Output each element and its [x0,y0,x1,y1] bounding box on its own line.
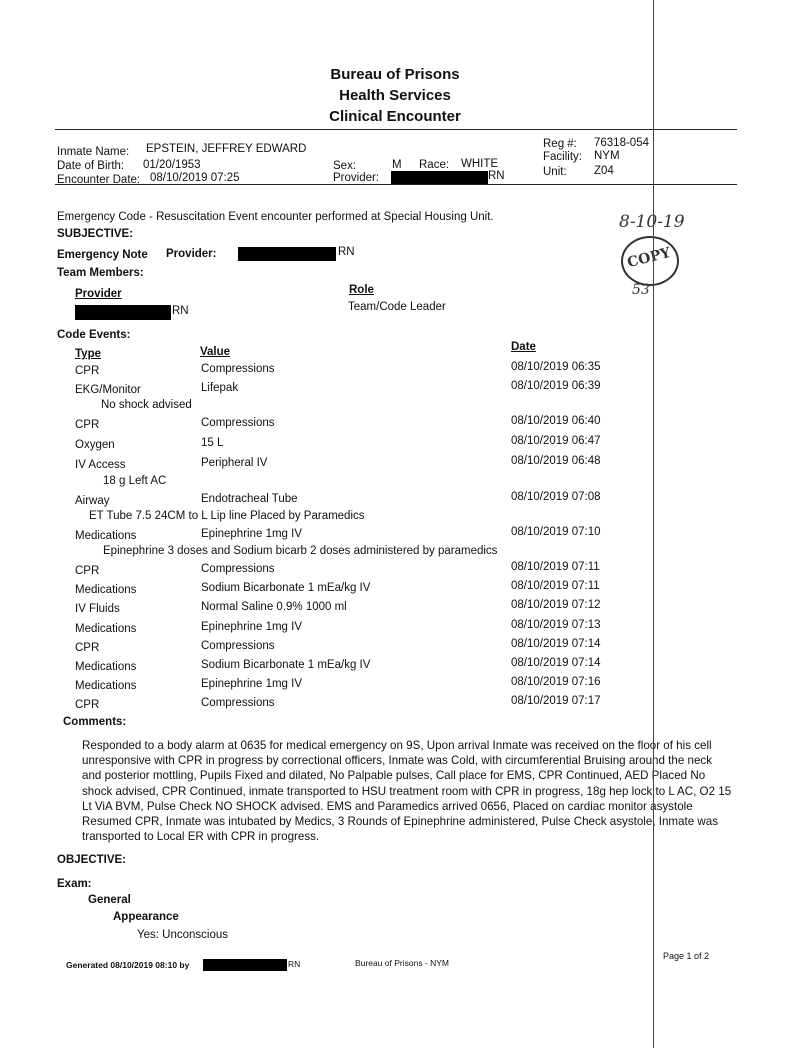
header-rule-top [55,129,737,130]
reg-label: Reg #: [543,138,577,150]
race: WHITE [461,158,499,170]
event-date: 08/10/2019 06:35 [511,361,601,373]
type-column-header: Type [75,348,101,360]
race-label: Race: [419,159,450,171]
footer-center: Bureau of Prisons - NYM [355,958,450,968]
inmate-name-label: Inmate Name: [57,146,130,158]
encounter-date: 08/10/2019 07:25 [150,172,240,184]
general-heading: General [88,894,131,906]
code-events-heading: Code Events: [57,329,131,341]
event-value: Compressions [201,697,275,710]
event-value: Compressions [201,639,275,652]
redaction-box [238,247,336,261]
event-value: 15 L [201,437,224,450]
event-date: 08/10/2019 07:11 [511,580,600,593]
event-date: 08/10/2019 07:16 [511,676,601,689]
event-value: Epinephrine 1mg IV [201,620,303,633]
event-date: 08/10/2019 06:40 [511,415,601,428]
redaction-box [203,959,287,971]
emergency-provider-suffix: RN [338,246,355,258]
title-line-2: Health Services [339,87,451,104]
event-note: Epinephrine 3 doses and Sodium bicarb 2 doses administered by paramedics [103,545,498,557]
comments-text: Responded to a body alarm at 0635 for medical emergency on 9S, Upon arrival Inmate was received on the floor of his cell unresponsive with CPR in progress by correctional officers, Inmate was Cold, with circumferential Bruising around the neck and posterior mottling, Pupils Fixed and dilated, No Palpable pulses, Call place for EMS, CPR Continued, AED Placed No shock advised, CPR Continued, inmate transported to HSU treatment room with CPR in progress, 18g hep lock to L AC, O2 15 Lt ViA BVM, Pulse Check NO SHOCK advised. EMS and Paramedics arrived 0656, Placed on cardiac monitor asystole Resumed CPR, Inmate was intubated by Medics, 3 Rounds of Epinephrine administered, Pulse Check asystole, Inmate was transported to Local ER with CPR in progress. [82,739,732,844]
event-note: 18 g Left AC [103,474,167,487]
event-date: 08/10/2019 06:48 [511,454,601,467]
event-value: Sodium Bicarbonate 1 mEa/kg IV [201,582,371,595]
event-value: Epinephrine 1mg IV [201,678,303,691]
title-line-1: Bureau of Prisons [330,66,460,83]
event-type: CPR [75,641,100,654]
event-value: Normal Saline 0.9% 1000 ml [201,601,347,614]
event-date: 08/10/2019 07:13 [511,618,601,631]
event-type: Oxygen [75,439,115,452]
summary-line: Emergency Code - Resuscitation Event encounter performed at Special Housing Unit. [57,211,494,223]
title-line-3: Clinical Encounter [329,108,461,125]
team-member-suffix: RN [172,305,189,317]
emergency-note-label: Emergency Note [57,249,148,261]
sex: M [392,159,402,171]
footer-generated-suffix: RN [288,959,301,969]
event-note: ET Tube 7.5 24CM to L Lip line Placed by Paramedics [89,509,365,522]
inmate-name: EPSTEIN, JEFFREY EDWARD [146,143,307,155]
event-type: IV Access [75,458,126,471]
event-type: CPR [75,419,100,432]
event-type: CPR [75,699,100,712]
page-number: Page 1 of 2 [663,951,710,961]
event-value: Endotracheal Tube [201,492,298,505]
event-value: Peripheral IV [201,456,268,469]
header-rule-bottom [55,184,737,185]
redaction-box [75,305,171,320]
event-type: IV Fluids [75,603,120,616]
scan-line [653,0,654,1048]
team-members-heading: Team Members: [57,267,144,279]
handwritten-initials: 53 [632,282,650,298]
event-note: No shock advised [101,399,192,412]
footer-generated: Generated 08/10/2019 08:10 by [66,960,190,970]
team-role-header: Role [349,284,374,296]
event-date: 08/10/2019 06:39 [511,380,601,393]
team-member-role: Team/Code Leader [348,301,446,313]
event-value: Compressions [201,563,275,575]
value-column-header: Value [200,346,231,358]
dob: 01/20/1953 [143,159,201,171]
facility-label: Facility: [543,151,582,163]
event-type: Medications [75,680,137,693]
unit-label: Unit: [543,166,567,178]
event-type: Airway [75,494,110,507]
redaction-box [391,171,488,184]
facility: NYM [594,150,620,162]
event-value: Lifepak [201,382,239,395]
objective-heading: OBJECTIVE: [57,854,127,866]
team-provider-header: Provider [75,288,122,300]
event-date: 08/10/2019 07:11 [511,561,600,573]
comments-heading: Comments: [63,716,127,728]
unit: Z04 [594,165,614,177]
event-type: Medications [75,529,137,542]
event-value: Compressions [201,417,275,430]
event-date: 08/10/2019 07:14 [511,637,601,650]
event-type: CPR [75,365,100,377]
event-value: Epinephrine 1mg IV [201,527,303,540]
encounter-date-label: Encounter Date: [57,174,141,186]
event-value: Compressions [201,363,275,375]
sex-label: Sex: [333,160,357,172]
provider-label: Provider: [333,172,380,184]
event-date: 08/10/2019 07:12 [511,599,601,612]
event-date: 08/10/2019 06:47 [511,435,601,448]
handwritten-date: 8-10-19 [619,212,685,232]
event-date: 08/10/2019 07:17 [511,695,601,708]
event-type: Medications [75,661,137,673]
date-column-header: Date [511,341,536,353]
event-value: Sodium Bicarbonate 1 mEa/kg IV [201,659,371,671]
dob-label: Date of Birth: [57,160,125,172]
event-type: CPR [75,565,100,577]
event-date: 08/10/2019 07:08 [511,490,601,503]
subjective-heading: SUBJECTIVE: [57,228,134,240]
exam-heading: Exam: [57,878,92,890]
copy-stamp-text: COPY [625,244,673,272]
event-type: Medications [75,622,137,635]
reg-number: 76318-054 [594,137,649,149]
appearance-value: Yes: Unconscious [137,929,228,941]
event-type: Medications [75,584,137,597]
emergency-provider-label: Provider: [166,248,217,260]
event-date: 08/10/2019 07:10 [511,525,601,538]
event-date: 08/10/2019 07:14 [511,657,601,669]
event-type: EKG/Monitor [75,384,141,397]
provider-suffix: RN [488,170,505,182]
appearance-heading: Appearance [113,911,179,923]
